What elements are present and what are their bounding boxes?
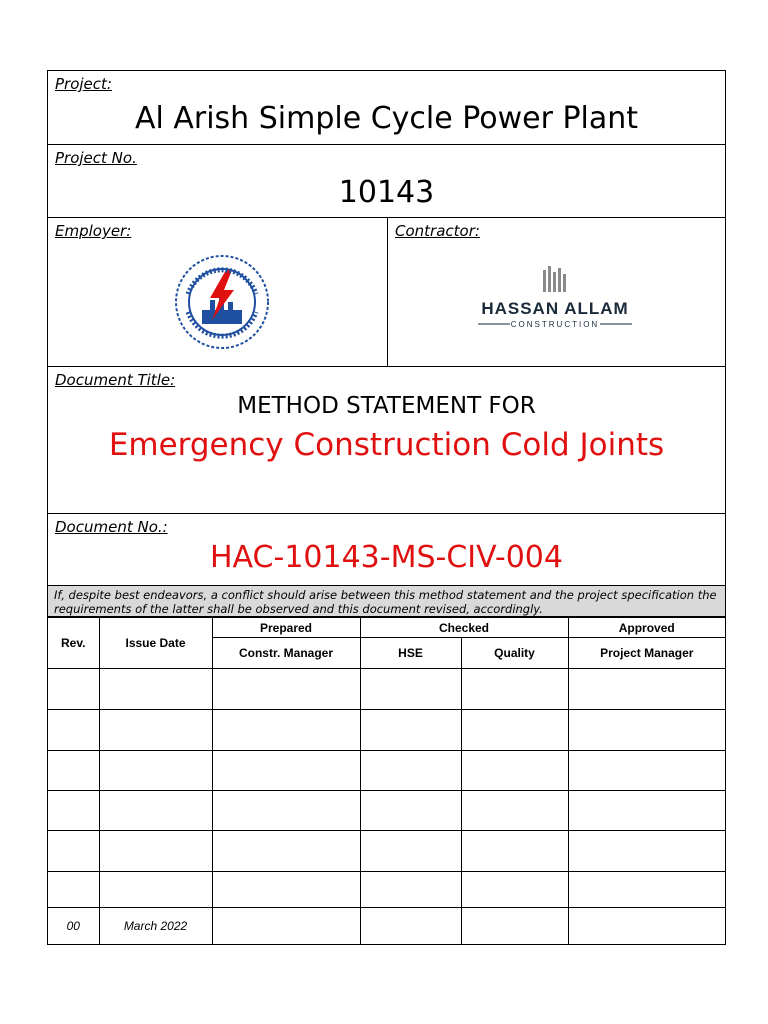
document-number-label: Document No.: <box>55 518 168 536</box>
employer-cell <box>48 218 388 366</box>
header-checked: Checked <box>360 618 568 638</box>
project-name: Al Arish Simple Cycle Power Plant <box>134 101 639 136</box>
header-project-manager: Project Manager <box>568 638 725 669</box>
table-row <box>48 710 725 751</box>
parties-row <box>48 218 725 367</box>
table-row <box>48 872 725 908</box>
document-title-row <box>48 367 725 514</box>
revision-number: 00 <box>48 908 99 944</box>
table-row <box>48 751 725 791</box>
contractor-name: HASSAN ALLAM <box>481 299 629 318</box>
revision-table <box>48 617 725 944</box>
project-number-label: Project No. <box>55 149 137 167</box>
table-row <box>48 791 725 831</box>
conflict-notice: If, despite best endeavors, a conflict should arise between this method statement and the project specification the requirements of the latter shall be observed and this document revised, accordingly. <box>48 586 725 617</box>
contractor-logo <box>458 262 652 342</box>
contractor-label: Contractor: <box>395 222 480 240</box>
project-label: Project: <box>55 75 112 93</box>
document-title-label: Document Title: <box>55 371 176 389</box>
header-prepared: Prepared <box>212 618 360 638</box>
header-constr-manager: Constr. Manager <box>212 638 360 669</box>
project-row <box>48 71 725 145</box>
document-title-line2: Emergency Construction Cold Joints <box>108 427 665 463</box>
header-rev: Rev. <box>48 618 99 669</box>
document-title-line1: METHOD STATEMENT FOR <box>237 393 536 419</box>
project-number-row <box>48 145 725 218</box>
contractor-sub: CONSTRUCTION <box>510 320 600 329</box>
employer-label: Employer: <box>55 222 132 240</box>
header-quality: Quality <box>461 638 568 669</box>
contractor-cell <box>388 218 725 366</box>
project-number: 10143 <box>338 175 435 210</box>
header-approved: Approved <box>568 618 725 638</box>
document-number-row <box>48 514 725 586</box>
header-issue-date: Issue Date <box>99 618 212 669</box>
issue-date: March 2022 <box>99 908 212 944</box>
document-number: HAC-10143-MS-CIV-004 <box>210 540 563 575</box>
employer-logo <box>174 254 270 350</box>
table-row <box>48 831 725 872</box>
table-row <box>48 669 725 710</box>
cover-sheet <box>47 70 726 945</box>
header-hse: HSE <box>360 638 461 669</box>
table-row <box>48 908 725 944</box>
